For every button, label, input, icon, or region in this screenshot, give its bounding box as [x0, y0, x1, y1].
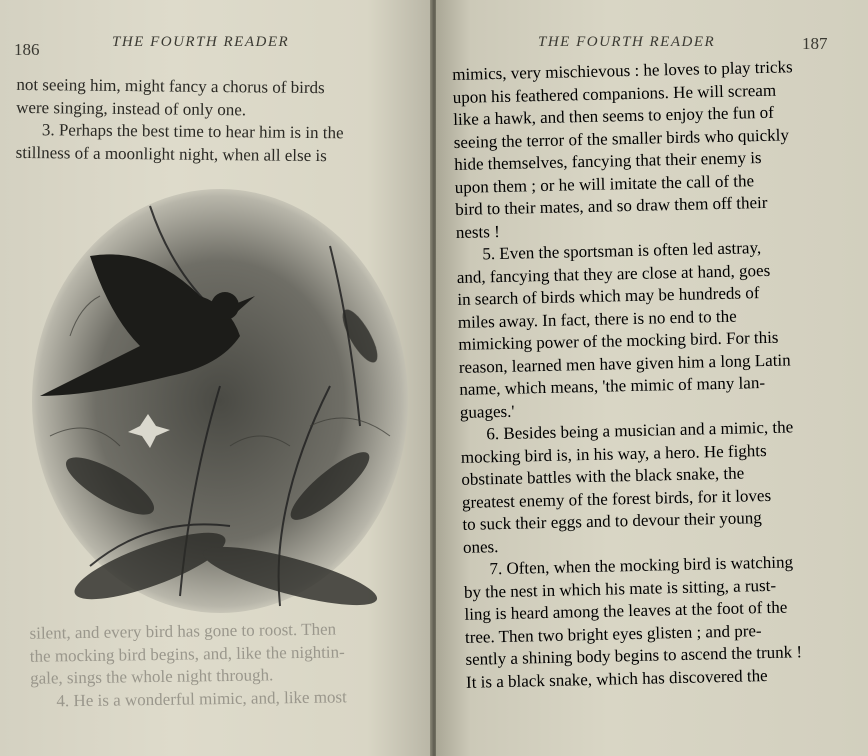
text-line: 3. Perhaps the best time to hear him is in the — [41, 120, 344, 143]
text-line: greatest enemy of the forest birds, for it loves — [461, 485, 772, 512]
text-line: mimicking power of the mocking bird. For this — [458, 327, 779, 354]
text-line: to suck their eggs and to devour their young — [462, 508, 762, 534]
text-block-top — [16, 74, 415, 168]
text-line: tree. Then two bright eyes glisten ; and pre- — [464, 620, 762, 647]
text-line: It is a black snake, which has discovered the — [465, 665, 768, 692]
text-line: by the nest in which his mate is sitting, a rust- — [463, 575, 777, 602]
text-line: guages.' — [459, 401, 515, 422]
left-page — [0, 0, 432, 756]
text-line: bird to their mates, and so draw them off their — [455, 192, 768, 219]
text-line: nests ! — [455, 221, 500, 242]
text-line: obstinate battles with the black snake, the — [461, 463, 745, 489]
page-number: 186 — [14, 40, 40, 59]
text-line: were singing, instead of only one. — [16, 97, 247, 119]
running-head: THE FOURTH READER — [112, 34, 290, 50]
text-block-right — [452, 55, 856, 694]
text-block-bottom — [29, 617, 426, 713]
text-line: and, fancying that they are close at hand, goes — [456, 260, 771, 287]
text-line: sently a shining body begins to ascend the trunk ! — [465, 642, 803, 669]
text-line: the mocking bird begins, and, like the nightin- — [29, 641, 345, 666]
text-line: 5. Even the sportsman is often led astray, — [482, 238, 762, 264]
text-line: mimics, very mischievous : he loves to play tricks — [452, 57, 793, 84]
text-line: 6. Besides being a musician and a mimic, the — [486, 417, 794, 444]
text-line: upon his feathered companions. He will scream — [452, 80, 777, 107]
text-line: 7. Often, when the mocking bird is watching — [489, 552, 794, 579]
text-line: ones. — [462, 536, 499, 557]
text-line: miles away. In fact, there is no end to the — [457, 306, 737, 332]
text-line: gale, sings the whole night through. — [30, 665, 274, 688]
running-head: THE FOURTH READER — [538, 34, 716, 50]
text-line: ling is heard among the leaves at the foot of the — [464, 597, 788, 624]
text-line: stillness of a moonlight night, when all else is — [15, 142, 327, 165]
text-line: not seeing him, might fancy a chorus of birds — [16, 74, 325, 98]
text-line: silent, and every bird has gone to roost. Then — [29, 619, 337, 643]
text-line: like a hawk, and then seems to enjoy the fun of — [453, 102, 774, 129]
mocking-bird-illustration — [30, 186, 418, 616]
page-number: 187 — [802, 34, 828, 53]
text-line: mocking bird is, in his way, a hero. He fights — [460, 440, 767, 467]
text-line: seeing the terror of the smaller birds who quickly — [453, 124, 790, 152]
text-line: name, which means, 'the mimic of many lan- — [459, 372, 766, 399]
text-line: reason, learned men have given him a long Latin — [458, 349, 791, 377]
text-line: hide themselves, fancying that their enemy is — [454, 148, 762, 174]
text-line: in search of birds which may be hundreds of — [457, 283, 760, 309]
text-line: 4. He is a wonderful mimic, and, like most — [56, 686, 347, 710]
text-line: upon them ; or he will imitate the call of the — [454, 170, 755, 197]
